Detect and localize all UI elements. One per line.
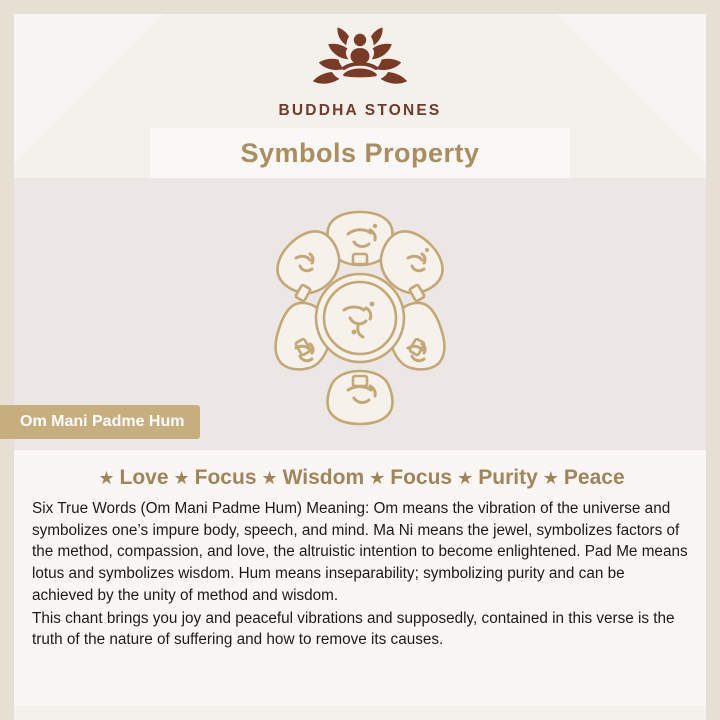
brand-logo-block [0, 24, 720, 120]
keyword-focus-1: Focus [194, 466, 257, 489]
brand-name: BUDDHA STONES [278, 102, 442, 119]
description-paragraph-2: This chant brings you joy and peaceful vibrations and supposedly, contained in this verse is the truth of the nature of suffering and how to remove its causes. [32, 609, 675, 649]
mantra-ribbon [0, 405, 200, 439]
page-title-band [150, 128, 570, 178]
six-syllable-mantra-mandala-icon [232, 192, 488, 442]
description-paragraph-1: Six True Words (Om Mani Padme Hum) Meaning: Om means the vibration of the universe and symbolizes one’s impure body, speech, and mind. Ma Ni means the jewel, symbolizes factors of the method, compassion, and love, the altruistic intention to become enlightened. Pad Me means lotus and symbolizes wisdom. Hum means inseparability; symbolizing purity and can be achieved by the unity of method and wisdom. [32, 500, 688, 604]
keyword-row [32, 466, 688, 490]
star-icon: ★ [542, 467, 559, 488]
description-panel [14, 450, 706, 706]
keyword-purity: Purity [478, 466, 538, 489]
mantra-ribbon-label: Om Mani Padme Hum [20, 413, 185, 430]
keyword-love: Love [119, 466, 169, 489]
description-text [32, 498, 688, 651]
page-title: Symbols Property [240, 137, 480, 168]
keyword-focus-2: Focus [390, 466, 453, 489]
star-icon: ★ [173, 467, 190, 488]
keyword-peace: Peace [563, 466, 625, 489]
star-icon: ★ [261, 467, 278, 488]
keyword-wisdom: Wisdom [282, 466, 365, 489]
star-icon: ★ [369, 467, 386, 488]
star-icon: ★ [457, 467, 474, 488]
lotus-meditation-logo-icon [275, 24, 445, 98]
star-icon: ★ [98, 467, 115, 488]
